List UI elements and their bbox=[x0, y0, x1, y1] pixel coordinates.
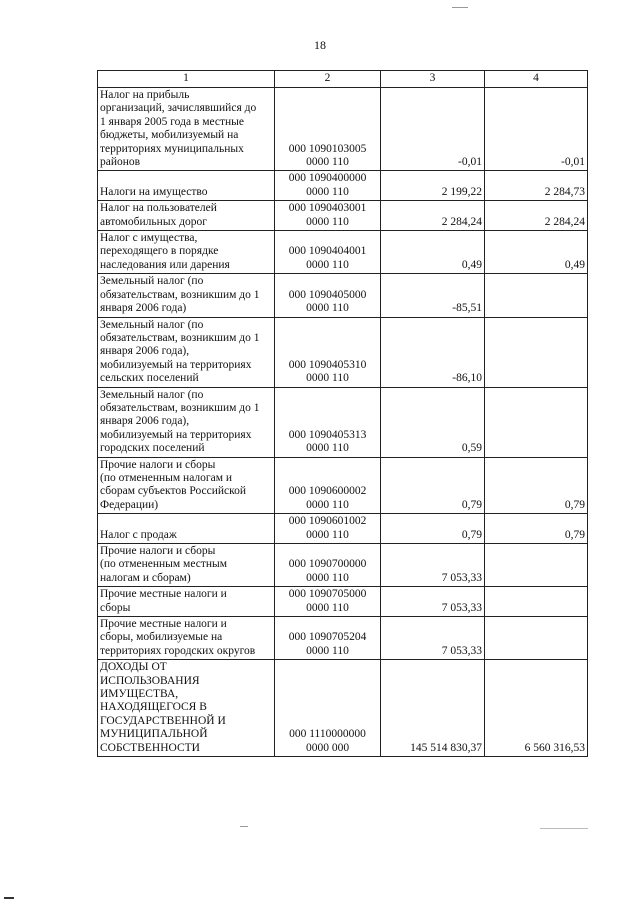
row-name-cell: Прочие местные налоги и сборы bbox=[98, 587, 275, 617]
row-name-cell: ДОХОДЫ ОТ ИСПОЛЬЗОВАНИЯ ИМУЩЕСТВА, НАХОДЯЩЕГОСЯ В ГОСУДАРСТВЕННОЙ И МУНИЦИПАЛЬНОЙ СОБСТВЕННОСТИ bbox=[98, 660, 275, 757]
row-name-cell: Налог с имущества, переходящего в порядке наследования или дарения bbox=[98, 231, 275, 274]
value-col4-cell bbox=[485, 387, 588, 457]
table-row bbox=[98, 317, 588, 387]
header-cell: 1 bbox=[98, 71, 275, 88]
row-name-cell: Земельный налог (по обязательствам, возникшим до 1 января 2006 года), мобилизуемый на территориях сельских поселений bbox=[98, 317, 275, 387]
table-row bbox=[98, 544, 588, 587]
value-col4-cell: 2 284,24 bbox=[485, 201, 588, 231]
value-col3-cell: -85,51 bbox=[381, 274, 485, 317]
row-name-cell: Земельный налог (по обязательствам, возникшим до 1 января 2006 года), мобилизуемый на территориях городских поселений bbox=[98, 387, 275, 457]
value-col3-cell: -0,01 bbox=[381, 88, 485, 171]
code-cell: 000 1090400000 0000 110 bbox=[275, 171, 381, 201]
row-name-cell: Налоги на имущество bbox=[98, 171, 275, 201]
table-row bbox=[98, 660, 588, 757]
table-row bbox=[98, 274, 588, 317]
code-cell: 000 1090405310 0000 110 bbox=[275, 317, 381, 387]
row-name-cell: Налог на прибыль организаций, зачислявшийся до 1 января 2005 года в местные бюджеты, мобилизуемый на территориях муниципальных районов bbox=[98, 88, 275, 171]
value-col3-cell: 2 199,22 bbox=[381, 171, 485, 201]
code-cell: 000 1090601002 0000 110 bbox=[275, 514, 381, 544]
scan-artifact bbox=[240, 826, 248, 827]
header-cell: 2 bbox=[275, 71, 381, 88]
value-col4-cell: 0,79 bbox=[485, 514, 588, 544]
value-col3-cell: 0,79 bbox=[381, 457, 485, 514]
row-name-cell: Прочие налоги и сборы (по отмененным налогам и сборам субъектов Российской Федерации) bbox=[98, 457, 275, 514]
scan-artifact bbox=[540, 828, 588, 829]
code-cell: 000 1090705000 0000 110 bbox=[275, 587, 381, 617]
scan-artifact bbox=[452, 7, 468, 8]
value-col3-cell: 145 514 830,37 bbox=[381, 660, 485, 757]
page-number: 18 bbox=[314, 38, 326, 52]
value-col4-cell bbox=[485, 544, 588, 587]
table-row bbox=[98, 387, 588, 457]
budget-table bbox=[97, 70, 588, 757]
code-cell: 000 1090404001 0000 110 bbox=[275, 231, 381, 274]
row-name-cell: Прочие местные налоги и сборы, мобилизуемые на территориях городских округов bbox=[98, 617, 275, 660]
value-col4-cell bbox=[485, 274, 588, 317]
value-col4-cell: 0,79 bbox=[485, 457, 588, 514]
row-name-cell: Прочие налоги и сборы (по отмененным местным налогам и сборам) bbox=[98, 544, 275, 587]
table-row bbox=[98, 514, 588, 544]
table-row bbox=[98, 171, 588, 201]
table-row bbox=[98, 617, 588, 660]
value-col3-cell: 0,59 bbox=[381, 387, 485, 457]
value-col3-cell: -86,10 bbox=[381, 317, 485, 387]
value-col4-cell: 6 560 316,53 bbox=[485, 660, 588, 757]
code-cell: 000 1090705204 0000 110 bbox=[275, 617, 381, 660]
value-col3-cell: 7 053,33 bbox=[381, 617, 485, 660]
value-col3-cell: 7 053,33 bbox=[381, 544, 485, 587]
value-col4-cell: -0,01 bbox=[485, 88, 588, 171]
header-cell: 3 bbox=[381, 71, 485, 88]
code-cell: 000 1090103005 0000 110 bbox=[275, 88, 381, 171]
value-col3-cell: 0,79 bbox=[381, 514, 485, 544]
row-name-cell: Налог с продаж bbox=[98, 514, 275, 544]
code-cell: 000 1090403001 0000 110 bbox=[275, 201, 381, 231]
value-col4-cell: 0,49 bbox=[485, 231, 588, 274]
row-name-cell: Земельный налог (по обязательствам, возникшим до 1 января 2006 года) bbox=[98, 274, 275, 317]
table-row bbox=[98, 457, 588, 514]
value-col3-cell: 7 053,33 bbox=[381, 587, 485, 617]
value-col3-cell: 2 284,24 bbox=[381, 201, 485, 231]
value-col4-cell bbox=[485, 587, 588, 617]
table-row bbox=[98, 231, 588, 274]
table-row bbox=[98, 587, 588, 617]
header-cell: 4 bbox=[485, 71, 588, 88]
value-col4-cell: 2 284,73 bbox=[485, 171, 588, 201]
row-name-cell: Налог на пользователей автомобильных дорог bbox=[98, 201, 275, 231]
code-cell: 000 1090700000 0000 110 bbox=[275, 544, 381, 587]
value-col3-cell: 0,49 bbox=[381, 231, 485, 274]
scan-artifact bbox=[4, 897, 14, 899]
value-col4-cell bbox=[485, 617, 588, 660]
table-row bbox=[98, 88, 588, 171]
code-cell: 000 1090600002 0000 110 bbox=[275, 457, 381, 514]
value-col4-cell bbox=[485, 317, 588, 387]
code-cell: 000 1090405000 0000 110 bbox=[275, 274, 381, 317]
table-header-row bbox=[98, 71, 588, 88]
code-cell: 000 1110000000 0000 000 bbox=[275, 660, 381, 757]
code-cell: 000 1090405313 0000 110 bbox=[275, 387, 381, 457]
table-row bbox=[98, 201, 588, 231]
